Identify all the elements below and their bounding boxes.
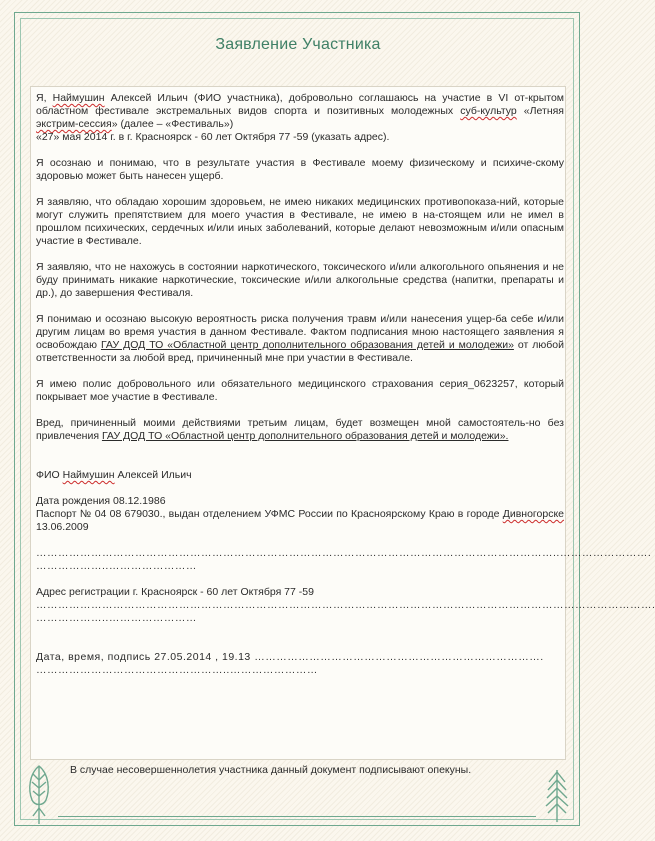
participant-surname: Наймушин <box>52 92 105 104</box>
birth-date-line: Дата рождения 08.12.1986 <box>36 495 166 507</box>
guardian-note: В случае несовершеннолетия участника данный документ подписывают опекуны. <box>70 764 472 776</box>
third-party-damage-paragraph: Вред, причиненный моими действиями третьим лицам, будет возмещен мной самостоятель-но без привлечения ГАУ ДОД ТО «Областной центр дополнительного образования детей и молодежи». <box>36 417 564 442</box>
organization-name-2: ГАУ ДОД ТО «Областной центр дополнительного образования детей и молодежи». <box>101 430 509 442</box>
date-place-line: «27» мая 2014 г. в г. Красноярск - 60 лет Октября 77 -59 (указать адрес). <box>36 131 390 143</box>
dotted-line: ……………………………………………………………………………………………………………………………………………………. <box>36 599 655 611</box>
statement-body <box>36 92 655 677</box>
address-line: Адрес регистрации г. Красноярск - 60 лет Октября 77 -59 <box>36 586 314 598</box>
health-status-paragraph: Я заявляю, что обладаю хорошим здоровьем, не имею никаких медицинских противопоказа-ний, которые могут служить препятствием для моего участия в Фестивале, не имею в на-стоящем или не имел в прошлом психических, сердечных и/или иных заболеваний, которые делают невозможным и/или опасным участие в Фестивале. <box>36 196 564 247</box>
liability-release-paragraph: Я понимаю и осознаю высокую вероятность риска получения травм и/или нанесения ущер-ба себе и/или другим лицам во время участия в данном Фестивале. Фактом подписания мною настоящего заявления я освобождаю ГАУ ДОД ТО «Областной центр дополнительного образования детей и молодежи» от любой ответственности за любой вред, причиненный мне при участии в Фестивале. <box>36 313 564 364</box>
consent-paragraph: Я, Наймушин Алексей Ильич (ФИО участника), добровольно соглашаюсь на участие в VI от-крытом областном фестивале экстремальных видов спорта и позитивных молодежных суб-культур «Летняя экстрим-сессия» (далее – «Фестиваль») <box>36 92 565 130</box>
fio-surname: Наймушин <box>62 469 115 481</box>
document-title: Заявление Участника <box>215 36 381 53</box>
festival-name: экстрим-сессия <box>36 118 112 130</box>
tree-left-icon <box>26 760 52 826</box>
dotted-line: ………………..…………………… <box>36 612 197 624</box>
sobriety-paragraph: Я заявляю, что не нахожусь в состоянии наркотического, токсического и/или алкогольного опьянения и не буду принимать никакие наркотические, токсические и/или алкогольные средства (напитки, препараты и др.), до завершения Фестиваля. <box>36 261 564 299</box>
passport-city: Дивногорске <box>502 508 564 520</box>
passport-line: Паспорт № 04 08 679030., выдан отделением УФМС России по Красноярскому Краю в городе Дивногорске 13.06.2009 <box>36 508 564 533</box>
dotted-line: ……………………………………………………………………………………………………………………………..……………………. <box>36 547 652 559</box>
subculture-word: суб-культур <box>460 105 517 117</box>
dotted-line: ……………………………………………..…………………… <box>36 664 318 676</box>
organization-name: ГАУ ДОД ТО «Областной центр дополнительного образования детей и молодежи» <box>100 339 514 351</box>
dotted-line: ………………..…………………… <box>36 560 197 572</box>
footer-divider <box>58 816 536 817</box>
insurance-paragraph: Я имею полис добровольного или обязательного медицинского страхования серия_0623257, который покрывает мое участие в Фестивале. <box>36 378 564 403</box>
signature-line: Дата, время, подпись 27.05.2014 , 19.13 ……………………………………………………………………. <box>36 651 544 663</box>
tree-right-icon <box>544 768 570 824</box>
health-risk-paragraph: Я осознаю и понимаю, что в результате участия в Фестивале моему физическому и психиче-скому здоровью может быть нанесен ущерб. <box>36 157 564 182</box>
fio-line: ФИО Наймушин Алексей Ильич <box>36 469 192 481</box>
